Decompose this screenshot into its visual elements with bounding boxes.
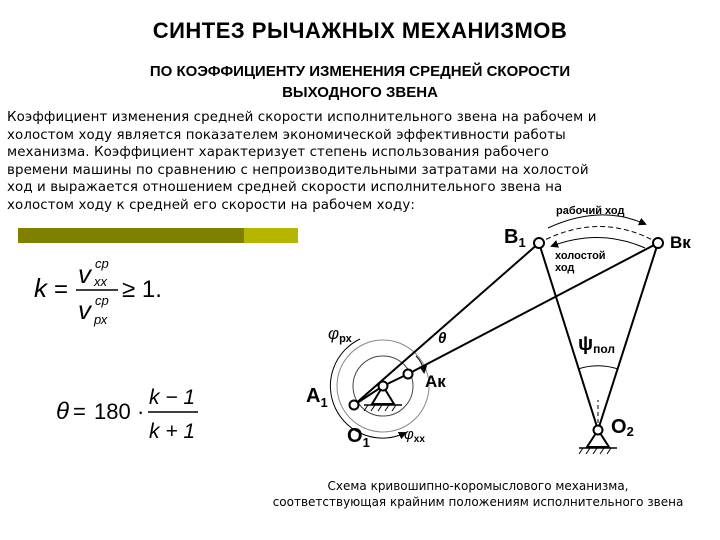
- caption-line-2: соответствующая крайним положениям исполнительного звена: [272, 495, 684, 509]
- formula-den-sub: рх: [94, 312, 108, 327]
- formula-num-sub: хх: [94, 274, 107, 289]
- formula-num-sup: ср: [95, 256, 109, 271]
- formula-theta: [50, 378, 220, 448]
- arrow-holostoy-hod: [552, 237, 645, 248]
- label-hod: ход: [555, 262, 575, 274]
- formula-theta-num: k − 1: [149, 386, 196, 409]
- paragraph-line: механизма. Коэффициент характеризует степень использования рабочего: [7, 145, 550, 160]
- rocker-line-bk: [598, 243, 658, 430]
- label-bk: Bк: [670, 233, 691, 252]
- label-phi-xx: $\varphi_{хх}$: [404, 426, 425, 445]
- formula-den-v: v: [78, 295, 91, 325]
- formula-den-sup: ср: [95, 293, 109, 308]
- joint-b1: [534, 238, 544, 248]
- label-ak: Aк: [425, 372, 446, 391]
- formula-theta-equals: =: [73, 399, 86, 424]
- decorative-bar: [18, 228, 298, 243]
- support-o1: [364, 382, 402, 412]
- joint-a1: [350, 401, 359, 410]
- diagram-caption: [240, 478, 716, 510]
- label-o1: $O_1$: [347, 425, 370, 450]
- subtitle-line-1: ПО КОЭФФИЦИЕНТУ ИЗМЕНЕНИЯ СРЕДНЕЙ СКОРОСТИ: [149, 63, 571, 80]
- formula-theta-den: k + 1: [149, 420, 196, 443]
- paragraph-line: ход и выражается отношением средней скорости исполнительного звена на: [7, 180, 563, 195]
- label-rabochiy-hod: рабочий ход: [556, 205, 625, 217]
- slide-subtitle: [0, 61, 720, 103]
- slide-title: СИНТЕЗ РЫЧАЖНЫХ МЕХАНИЗМОВ: [152, 18, 568, 43]
- rocker-path-arc: [539, 227, 658, 244]
- paragraph-line: холостом ходу к средней его скорости на рабочем ходу:: [7, 197, 415, 213]
- formula-theta-dot: ·: [137, 399, 145, 424]
- label-theta: θ: [438, 330, 447, 347]
- connecting-rod-ak-bk: [408, 243, 658, 374]
- arc-psi: [578, 366, 618, 369]
- formula-rhs: ≥ 1.: [122, 276, 162, 303]
- paragraph-line: Коэффициент изменения средней скорости исполнительного звена на рабочем и: [7, 110, 597, 125]
- formula-k-symbol: k: [34, 273, 47, 303]
- paragraph-line: времени машины по сравнению с непроизводительными затратами на холостой: [7, 162, 589, 178]
- joint-bk: [653, 238, 663, 248]
- joint-ak: [404, 370, 413, 379]
- decorative-bar-dark: [18, 228, 244, 243]
- caption-line-1: Схема кривошипно-коромыслового механизма,: [327, 479, 629, 493]
- formula-theta-const: 180: [94, 399, 131, 424]
- formula-num-v: v: [78, 259, 91, 289]
- description-paragraph: [7, 109, 717, 214]
- label-holostoy: холостой: [555, 250, 606, 262]
- formula-k-equals: =: [54, 276, 69, 303]
- arc-phi-rx: [330, 339, 405, 438]
- formula-theta-symbol: θ: [56, 398, 70, 425]
- label-psi: ψпол: [578, 333, 615, 356]
- label-a1: $A_1$: [306, 385, 328, 410]
- subtitle-line-2: ВЫХОДНОГО ЗВЕНА: [282, 84, 438, 101]
- label-b1: $B_1$: [504, 226, 526, 250]
- paragraph-line: холостом ходу является показателем экономической эффективности работы: [7, 127, 566, 143]
- mechanism-diagram: [290, 200, 720, 485]
- label-phi-rx: φрх: [328, 324, 352, 345]
- formula-k: [28, 252, 228, 332]
- label-o2: O2: [611, 416, 634, 439]
